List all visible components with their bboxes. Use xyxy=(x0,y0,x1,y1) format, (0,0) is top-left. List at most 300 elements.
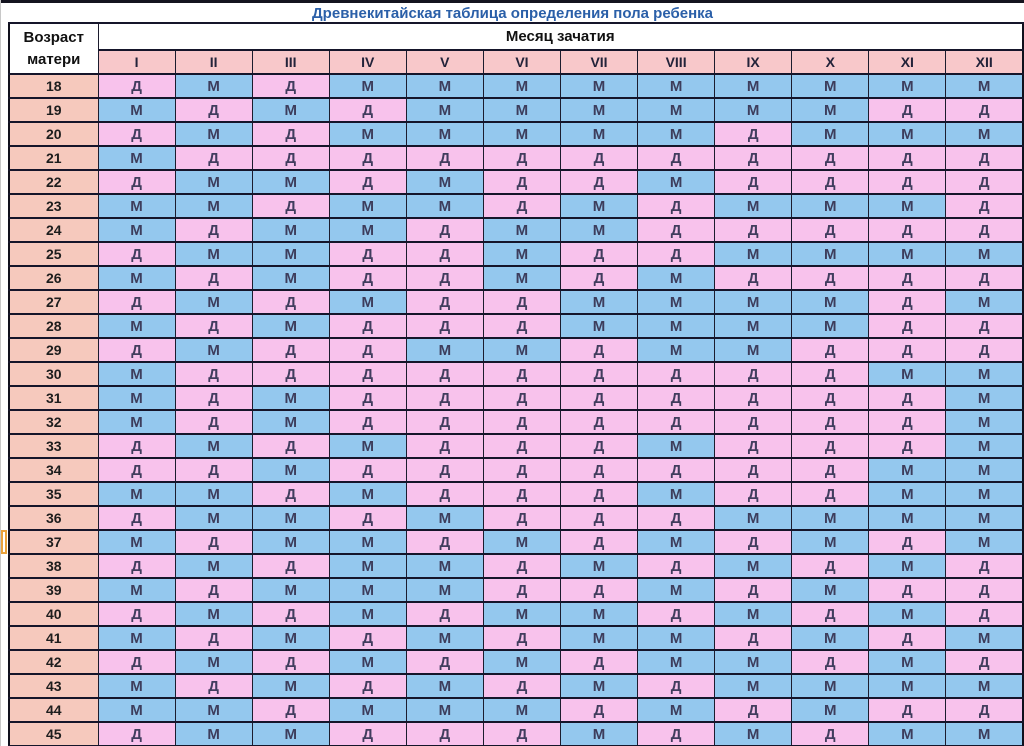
gender-cell-age28-monthIII: М xyxy=(252,314,329,338)
table-row-age-35 xyxy=(9,482,1023,506)
gender-cell-age43-monthIX: М xyxy=(715,674,792,698)
gender-cell-age28-monthVIII: М xyxy=(638,314,715,338)
gender-cell-age32-monthVII: Д xyxy=(560,410,637,434)
gender-cell-age31-monthIV: Д xyxy=(329,386,406,410)
table-row-age-19 xyxy=(9,98,1023,122)
gender-cell-age21-monthVIII: Д xyxy=(638,146,715,170)
gender-cell-age41-monthXII: М xyxy=(946,626,1023,650)
gender-cell-age45-monthII: М xyxy=(175,722,252,746)
table-row-age-31 xyxy=(9,386,1023,410)
table-row-age-43 xyxy=(9,674,1023,698)
gender-cell-age39-monthXI: Д xyxy=(869,578,946,602)
gender-cell-age27-monthIX: М xyxy=(715,290,792,314)
gender-cell-age36-monthXI: М xyxy=(869,506,946,530)
gender-cell-age32-monthI: М xyxy=(98,410,175,434)
gender-cell-age41-monthX: М xyxy=(792,626,869,650)
page-title: Древнекитайская таблица определения пола ребенка xyxy=(1,0,1024,22)
age-cell-43: 43 xyxy=(9,674,98,698)
gender-cell-age43-monthIV: Д xyxy=(329,674,406,698)
gender-cell-age31-monthXII: М xyxy=(946,386,1023,410)
gender-cell-age42-monthXII: Д xyxy=(946,650,1023,674)
gender-cell-age26-monthI: М xyxy=(98,266,175,290)
gender-cell-age39-monthVIII: М xyxy=(638,578,715,602)
gender-cell-age27-monthV: Д xyxy=(406,290,483,314)
gender-cell-age19-monthII: Д xyxy=(175,98,252,122)
age-cell-19: 19 xyxy=(9,98,98,122)
gender-cell-age29-monthXII: Д xyxy=(946,338,1023,362)
gender-cell-age24-monthVI: М xyxy=(483,218,560,242)
gender-cell-age18-monthIV: М xyxy=(329,74,406,98)
gender-cell-age28-monthVI: Д xyxy=(483,314,560,338)
gender-cell-age42-monthVIII: М xyxy=(638,650,715,674)
age-cell-39: 39 xyxy=(9,578,98,602)
gender-cell-age40-monthXII: Д xyxy=(946,602,1023,626)
gender-cell-age37-monthIX: Д xyxy=(715,530,792,554)
gender-cell-age45-monthVII: М xyxy=(560,722,637,746)
gender-cell-age25-monthXII: М xyxy=(946,242,1023,266)
gender-cell-age45-monthIII: М xyxy=(252,722,329,746)
gender-cell-age18-monthVIII: М xyxy=(638,74,715,98)
gender-cell-age20-monthIV: М xyxy=(329,122,406,146)
age-cell-18: 18 xyxy=(9,74,98,98)
age-cell-35: 35 xyxy=(9,482,98,506)
gender-cell-age35-monthXII: М xyxy=(946,482,1023,506)
table-row-age-40 xyxy=(9,602,1023,626)
gender-cell-age41-monthIV: Д xyxy=(329,626,406,650)
gender-cell-age30-monthVII: Д xyxy=(560,362,637,386)
gender-cell-age20-monthIII: Д xyxy=(252,122,329,146)
age-cell-25: 25 xyxy=(9,242,98,266)
gender-cell-age22-monthII: М xyxy=(175,170,252,194)
gender-cell-age35-monthII: М xyxy=(175,482,252,506)
gender-cell-age45-monthXI: М xyxy=(869,722,946,746)
gender-cell-age19-monthX: М xyxy=(792,98,869,122)
gender-cell-age44-monthVII: Д xyxy=(560,698,637,722)
gender-cell-age38-monthVIII: Д xyxy=(638,554,715,578)
gender-cell-age35-monthIV: М xyxy=(329,482,406,506)
gender-cell-age26-monthVI: М xyxy=(483,266,560,290)
gender-cell-age27-monthII: М xyxy=(175,290,252,314)
gender-cell-age41-monthVIII: М xyxy=(638,626,715,650)
gender-cell-age21-monthVI: Д xyxy=(483,146,560,170)
gender-cell-age26-monthVIII: М xyxy=(638,266,715,290)
gender-cell-age39-monthII: Д xyxy=(175,578,252,602)
gender-cell-age24-monthII: Д xyxy=(175,218,252,242)
gender-cell-age30-monthIV: Д xyxy=(329,362,406,386)
table-row-age-30 xyxy=(9,362,1023,386)
age-cell-44: 44 xyxy=(9,698,98,722)
gender-cell-age27-monthXII: М xyxy=(946,290,1023,314)
gender-cell-age35-monthVII: Д xyxy=(560,482,637,506)
gender-cell-age19-monthIV: Д xyxy=(329,98,406,122)
gender-cell-age27-monthVIII: М xyxy=(638,290,715,314)
month-column-header-XII: XII xyxy=(946,50,1023,74)
gender-cell-age32-monthIX: Д xyxy=(715,410,792,434)
gender-cell-age20-monthI: Д xyxy=(98,122,175,146)
gender-cell-age39-monthVII: Д xyxy=(560,578,637,602)
gender-cell-age45-monthIV: Д xyxy=(329,722,406,746)
gender-cell-age32-monthIV: Д xyxy=(329,410,406,434)
gender-cell-age22-monthVII: Д xyxy=(560,170,637,194)
gender-cell-age28-monthIV: Д xyxy=(329,314,406,338)
table-row-age-38 xyxy=(9,554,1023,578)
gender-cell-age20-monthX: М xyxy=(792,122,869,146)
age-cell-22: 22 xyxy=(9,170,98,194)
gender-cell-age39-monthIV: М xyxy=(329,578,406,602)
gender-cell-age18-monthV: М xyxy=(406,74,483,98)
gender-cell-age18-monthI: Д xyxy=(98,74,175,98)
month-column-header-VI: VI xyxy=(483,50,560,74)
gender-cell-age21-monthXII: Д xyxy=(946,146,1023,170)
gender-cell-age41-monthI: М xyxy=(98,626,175,650)
gender-cell-age40-monthIV: М xyxy=(329,602,406,626)
gender-cell-age31-monthI: М xyxy=(98,386,175,410)
gender-cell-age28-monthX: М xyxy=(792,314,869,338)
gender-cell-age21-monthII: Д xyxy=(175,146,252,170)
gender-cell-age37-monthIV: М xyxy=(329,530,406,554)
gender-cell-age31-monthVIII: Д xyxy=(638,386,715,410)
month-column-header-II: II xyxy=(175,50,252,74)
gender-cell-age36-monthVII: Д xyxy=(560,506,637,530)
gender-cell-age21-monthIII: Д xyxy=(252,146,329,170)
gender-cell-age26-monthIV: Д xyxy=(329,266,406,290)
gender-cell-age33-monthI: Д xyxy=(98,434,175,458)
month-column-header-III: III xyxy=(252,50,329,74)
gender-cell-age28-monthVII: М xyxy=(560,314,637,338)
gender-cell-age41-monthIX: Д xyxy=(715,626,792,650)
gender-cell-age23-monthXI: М xyxy=(869,194,946,218)
table-row-age-36 xyxy=(9,506,1023,530)
gender-cell-age25-monthVII: Д xyxy=(560,242,637,266)
age-cell-29: 29 xyxy=(9,338,98,362)
gender-cell-age38-monthX: Д xyxy=(792,554,869,578)
gender-cell-age19-monthV: М xyxy=(406,98,483,122)
gender-cell-age29-monthV: М xyxy=(406,338,483,362)
gender-cell-age18-monthX: М xyxy=(792,74,869,98)
gender-cell-age27-monthVII: М xyxy=(560,290,637,314)
gender-cell-age34-monthI: Д xyxy=(98,458,175,482)
gender-cell-age22-monthV: М xyxy=(406,170,483,194)
table-row-age-34 xyxy=(9,458,1023,482)
age-cell-24: 24 xyxy=(9,218,98,242)
gender-cell-age31-monthII: Д xyxy=(175,386,252,410)
age-cell-30: 30 xyxy=(9,362,98,386)
gender-cell-age29-monthIX: М xyxy=(715,338,792,362)
gender-table-body xyxy=(9,74,1023,746)
gender-cell-age23-monthIII: Д xyxy=(252,194,329,218)
gender-cell-age29-monthIII: Д xyxy=(252,338,329,362)
gender-cell-age22-monthVI: Д xyxy=(483,170,560,194)
age-cell-31: 31 xyxy=(9,386,98,410)
gender-cell-age44-monthIII: Д xyxy=(252,698,329,722)
header-row-top xyxy=(9,23,1023,50)
month-column-header-V: V xyxy=(406,50,483,74)
gender-cell-age38-monthXII: Д xyxy=(946,554,1023,578)
gender-cell-age30-monthVIII: Д xyxy=(638,362,715,386)
gender-cell-age23-monthX: М xyxy=(792,194,869,218)
gender-cell-age44-monthXI: Д xyxy=(869,698,946,722)
table-row-age-42 xyxy=(9,650,1023,674)
age-cell-20: 20 xyxy=(9,122,98,146)
gender-cell-age36-monthVI: Д xyxy=(483,506,560,530)
gender-cell-age44-monthVI: М xyxy=(483,698,560,722)
gender-cell-age38-monthV: М xyxy=(406,554,483,578)
gender-cell-age37-monthVIII: М xyxy=(638,530,715,554)
gender-cell-age34-monthIII: М xyxy=(252,458,329,482)
gender-cell-age18-monthXI: М xyxy=(869,74,946,98)
age-cell-40: 40 xyxy=(9,602,98,626)
month-column-header-IX: IX xyxy=(715,50,792,74)
age-cell-21: 21 xyxy=(9,146,98,170)
gender-cell-age23-monthIV: М xyxy=(329,194,406,218)
gender-cell-age21-monthVII: Д xyxy=(560,146,637,170)
gender-cell-age22-monthX: Д xyxy=(792,170,869,194)
gender-cell-age26-monthIII: М xyxy=(252,266,329,290)
gender-cell-age28-monthIX: М xyxy=(715,314,792,338)
gender-cell-age35-monthIX: Д xyxy=(715,482,792,506)
gender-cell-age35-monthX: Д xyxy=(792,482,869,506)
gender-cell-age43-monthXI: М xyxy=(869,674,946,698)
gender-cell-age43-monthVIII: Д xyxy=(638,674,715,698)
gender-cell-age38-monthIII: Д xyxy=(252,554,329,578)
gender-cell-age34-monthIX: Д xyxy=(715,458,792,482)
gender-cell-age23-monthVI: Д xyxy=(483,194,560,218)
month-column-header-VIII: VIII xyxy=(638,50,715,74)
gender-cell-age34-monthII: Д xyxy=(175,458,252,482)
gender-cell-age27-monthIII: Д xyxy=(252,290,329,314)
gender-cell-age18-monthVI: М xyxy=(483,74,560,98)
gender-cell-age42-monthI: Д xyxy=(98,650,175,674)
gender-cell-age32-monthXI: Д xyxy=(869,410,946,434)
gender-cell-age30-monthIX: Д xyxy=(715,362,792,386)
gender-cell-age40-monthII: М xyxy=(175,602,252,626)
gender-cell-age23-monthI: М xyxy=(98,194,175,218)
gender-cell-age26-monthXII: Д xyxy=(946,266,1023,290)
gender-cell-age38-monthI: Д xyxy=(98,554,175,578)
gender-cell-age40-monthVI: М xyxy=(483,602,560,626)
age-cell-36: 36 xyxy=(9,506,98,530)
table-row-age-37 xyxy=(9,530,1023,554)
gender-cell-age38-monthIX: М xyxy=(715,554,792,578)
gender-cell-age23-monthVII: М xyxy=(560,194,637,218)
gender-cell-age32-monthVIII: Д xyxy=(638,410,715,434)
gender-cell-age45-monthXII: М xyxy=(946,722,1023,746)
gender-cell-age25-monthII: М xyxy=(175,242,252,266)
gender-cell-age21-monthI: М xyxy=(98,146,175,170)
gender-cell-age20-monthIX: Д xyxy=(715,122,792,146)
gender-cell-age18-monthXII: М xyxy=(946,74,1023,98)
gender-cell-age35-monthVI: Д xyxy=(483,482,560,506)
gender-cell-age37-monthVII: Д xyxy=(560,530,637,554)
gender-cell-age34-monthV: Д xyxy=(406,458,483,482)
gender-cell-age18-monthVII: М xyxy=(560,74,637,98)
gender-cell-age39-monthX: М xyxy=(792,578,869,602)
table-row-age-18 xyxy=(9,74,1023,98)
gender-cell-age36-monthVIII: Д xyxy=(638,506,715,530)
gender-cell-age36-monthIII: М xyxy=(252,506,329,530)
gender-cell-age43-monthII: Д xyxy=(175,674,252,698)
gender-cell-age33-monthVII: Д xyxy=(560,434,637,458)
gender-cell-age40-monthVII: М xyxy=(560,602,637,626)
gender-cell-age19-monthXII: Д xyxy=(946,98,1023,122)
conception-month-header: Месяц зачатия xyxy=(98,23,1023,50)
gender-cell-age30-monthV: Д xyxy=(406,362,483,386)
gender-cell-age36-monthIV: Д xyxy=(329,506,406,530)
gender-cell-age37-monthI: М xyxy=(98,530,175,554)
gender-cell-age39-monthXII: Д xyxy=(946,578,1023,602)
gender-cell-age18-monthIX: М xyxy=(715,74,792,98)
gender-cell-age32-monthV: Д xyxy=(406,410,483,434)
gender-cell-age26-monthIX: Д xyxy=(715,266,792,290)
gender-cell-age34-monthVII: Д xyxy=(560,458,637,482)
gender-cell-age34-monthXII: М xyxy=(946,458,1023,482)
table-row-age-28 xyxy=(9,314,1023,338)
gender-cell-age34-monthIV: Д xyxy=(329,458,406,482)
gender-cell-age25-monthXI: М xyxy=(869,242,946,266)
gender-cell-age33-monthXII: М xyxy=(946,434,1023,458)
table-row-age-23 xyxy=(9,194,1023,218)
age-cell-26: 26 xyxy=(9,266,98,290)
gender-cell-age44-monthIX: Д xyxy=(715,698,792,722)
gender-cell-age28-monthI: М xyxy=(98,314,175,338)
gender-cell-age33-monthIII: Д xyxy=(252,434,329,458)
gender-cell-age21-monthV: Д xyxy=(406,146,483,170)
gender-cell-age39-monthVI: Д xyxy=(483,578,560,602)
gender-cell-age38-monthIV: М xyxy=(329,554,406,578)
table-row-age-20 xyxy=(9,122,1023,146)
age-cell-45: 45 xyxy=(9,722,98,746)
table-row-age-25 xyxy=(9,242,1023,266)
gender-cell-age45-monthVIII: Д xyxy=(638,722,715,746)
gender-cell-age24-monthIII: М xyxy=(252,218,329,242)
gender-cell-age41-monthII: Д xyxy=(175,626,252,650)
gender-cell-age45-monthX: Д xyxy=(792,722,869,746)
gender-cell-age31-monthXI: Д xyxy=(869,386,946,410)
table-row-age-29 xyxy=(9,338,1023,362)
gender-cell-age28-monthV: Д xyxy=(406,314,483,338)
gender-cell-age44-monthXII: Д xyxy=(946,698,1023,722)
gender-cell-age19-monthI: М xyxy=(98,98,175,122)
gender-cell-age33-monthIX: Д xyxy=(715,434,792,458)
gender-cell-age31-monthV: Д xyxy=(406,386,483,410)
gender-cell-age34-monthVI: Д xyxy=(483,458,560,482)
age-cell-37: 37 xyxy=(9,530,98,554)
gender-cell-age42-monthII: М xyxy=(175,650,252,674)
age-column-header: Возраст матери xyxy=(9,23,98,74)
gender-cell-age44-monthI: М xyxy=(98,698,175,722)
gender-cell-age37-monthIII: М xyxy=(252,530,329,554)
gender-cell-age25-monthVIII: Д xyxy=(638,242,715,266)
gender-cell-age29-monthVII: Д xyxy=(560,338,637,362)
gender-cell-age36-monthX: М xyxy=(792,506,869,530)
gender-cell-age28-monthXII: Д xyxy=(946,314,1023,338)
month-column-header-I: I xyxy=(98,50,175,74)
gender-cell-age40-monthX: Д xyxy=(792,602,869,626)
gender-cell-age32-monthVI: Д xyxy=(483,410,560,434)
gender-cell-age42-monthXI: М xyxy=(869,650,946,674)
gender-cell-age36-monthI: Д xyxy=(98,506,175,530)
gender-cell-age24-monthIV: М xyxy=(329,218,406,242)
gender-cell-age33-monthXI: Д xyxy=(869,434,946,458)
gender-cell-age35-monthIII: Д xyxy=(252,482,329,506)
gender-cell-age21-monthIV: Д xyxy=(329,146,406,170)
gender-cell-age36-monthV: М xyxy=(406,506,483,530)
table-row-age-21 xyxy=(9,146,1023,170)
gender-cell-age18-monthIII: Д xyxy=(252,74,329,98)
gender-cell-age32-monthX: Д xyxy=(792,410,869,434)
gender-cell-age27-monthVI: Д xyxy=(483,290,560,314)
gender-cell-age25-monthX: М xyxy=(792,242,869,266)
gender-cell-age26-monthXI: Д xyxy=(869,266,946,290)
gender-cell-age20-monthVII: М xyxy=(560,122,637,146)
gender-cell-age42-monthX: Д xyxy=(792,650,869,674)
gender-cell-age31-monthIII: М xyxy=(252,386,329,410)
gender-cell-age19-monthIII: М xyxy=(252,98,329,122)
gender-cell-age45-monthV: Д xyxy=(406,722,483,746)
gender-cell-age39-monthIX: Д xyxy=(715,578,792,602)
gender-cell-age22-monthXII: Д xyxy=(946,170,1023,194)
table-row-age-27 xyxy=(9,290,1023,314)
gender-cell-age24-monthI: М xyxy=(98,218,175,242)
gender-cell-age43-monthVI: Д xyxy=(483,674,560,698)
gender-cell-age31-monthX: Д xyxy=(792,386,869,410)
gender-cell-age34-monthVIII: Д xyxy=(638,458,715,482)
gender-cell-age22-monthVIII: М xyxy=(638,170,715,194)
gender-cell-age31-monthVI: Д xyxy=(483,386,560,410)
gender-cell-age32-monthII: Д xyxy=(175,410,252,434)
gender-cell-age38-monthII: М xyxy=(175,554,252,578)
gender-cell-age30-monthI: М xyxy=(98,362,175,386)
gender-cell-age43-monthVII: М xyxy=(560,674,637,698)
gender-cell-age20-monthXII: М xyxy=(946,122,1023,146)
month-numerals-row xyxy=(9,50,1023,74)
gender-cell-age29-monthIV: Д xyxy=(329,338,406,362)
gender-cell-age29-monthVIII: М xyxy=(638,338,715,362)
selected-row-marker xyxy=(1,530,7,554)
gender-cell-age19-monthXI: Д xyxy=(869,98,946,122)
gender-cell-age18-monthII: М xyxy=(175,74,252,98)
gender-cell-age33-monthIV: М xyxy=(329,434,406,458)
gender-cell-age19-monthVI: М xyxy=(483,98,560,122)
gender-cell-age35-monthXI: М xyxy=(869,482,946,506)
gender-cell-age29-monthX: Д xyxy=(792,338,869,362)
gender-cell-age37-monthX: М xyxy=(792,530,869,554)
gender-cell-age38-monthVI: Д xyxy=(483,554,560,578)
gender-cell-age30-monthII: Д xyxy=(175,362,252,386)
gender-cell-age45-monthIX: М xyxy=(715,722,792,746)
gender-cell-age23-monthIX: М xyxy=(715,194,792,218)
gender-cell-age24-monthVII: М xyxy=(560,218,637,242)
gender-cell-age22-monthIII: М xyxy=(252,170,329,194)
gender-cell-age23-monthXII: Д xyxy=(946,194,1023,218)
gender-cell-age37-monthV: Д xyxy=(406,530,483,554)
gender-cell-age30-monthXI: М xyxy=(869,362,946,386)
gender-cell-age41-monthXI: Д xyxy=(869,626,946,650)
gender-cell-age27-monthIV: М xyxy=(329,290,406,314)
table-row-age-26 xyxy=(9,266,1023,290)
age-cell-23: 23 xyxy=(9,194,98,218)
gender-cell-age41-monthVI: Д xyxy=(483,626,560,650)
gender-cell-age40-monthI: Д xyxy=(98,602,175,626)
gender-cell-age33-monthX: Д xyxy=(792,434,869,458)
gender-cell-age38-monthVII: М xyxy=(560,554,637,578)
gender-cell-age34-monthXI: М xyxy=(869,458,946,482)
gender-cell-age23-monthV: М xyxy=(406,194,483,218)
gender-cell-age35-monthVIII: М xyxy=(638,482,715,506)
gender-cell-age24-monthV: Д xyxy=(406,218,483,242)
gender-cell-age26-monthVII: Д xyxy=(560,266,637,290)
age-cell-41: 41 xyxy=(9,626,98,650)
